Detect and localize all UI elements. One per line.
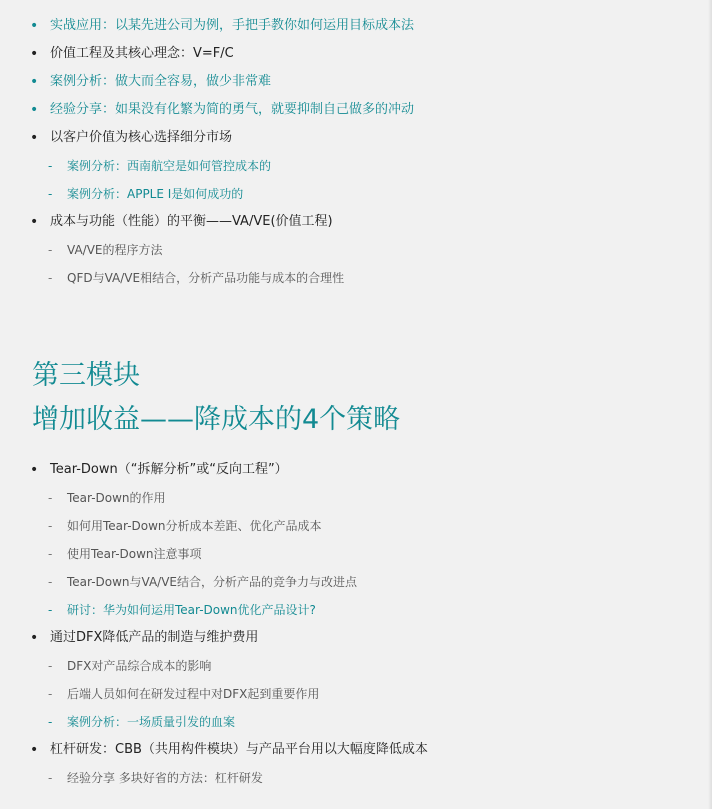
- bullet-marker: •: [30, 18, 39, 34]
- list-item: [0, 124, 712, 152]
- bullet-marker: •: [30, 742, 39, 758]
- dash-marker: -: [48, 575, 53, 589]
- dash-marker: -: [48, 771, 53, 785]
- list-item: [0, 12, 712, 40]
- list-item: [0, 68, 712, 96]
- list-item: [0, 40, 712, 68]
- sub-list-item: [0, 264, 712, 292]
- section2-list: [0, 456, 712, 792]
- bullet-marker: •: [30, 74, 39, 90]
- list-item-text: Tear-Down与VA/VE结合，分析产品的竞争力与改进点: [67, 575, 358, 589]
- bullet-marker: •: [30, 462, 39, 478]
- bullet-marker: •: [30, 130, 39, 146]
- dash-marker: -: [48, 271, 53, 285]
- list-item-text: 案例分析：做大而全容易，做少非常难: [50, 74, 272, 89]
- list-item-text: 以客户价值为核心选择细分市场: [50, 130, 233, 145]
- list-item-text: 经验分享 多块好省的方法：杠杆研发: [67, 771, 263, 785]
- list-item-text: Tear-Down（“拆解分析”或“反向工程”）: [50, 462, 288, 477]
- list-item-text: DFX对产品综合成本的影响: [67, 659, 212, 673]
- list-item-text: VA/VE的程序方法: [67, 243, 163, 257]
- module-title: 增加收益——降成本的4个策略: [32, 404, 401, 435]
- dash-marker: -: [48, 159, 53, 173]
- list-item-text: 研讨：华为如何运用Tear-Down优化产品设计?: [67, 603, 316, 617]
- list-item-text: 后端人员如何在研发过程中对DFX起到重要作用: [67, 687, 320, 701]
- sub-list-item: [0, 484, 712, 512]
- dash-marker: -: [48, 547, 53, 561]
- list-item-text: 案例分析：APPLE I是如何成功的: [67, 187, 244, 201]
- list-item-text: 案例分析：一场质量引发的血案: [67, 715, 236, 729]
- dash-marker: -: [48, 687, 53, 701]
- list-item: [0, 96, 712, 124]
- bullet-marker: •: [30, 46, 39, 62]
- list-item-text: 通过DFX降低产品的制造与维护费用: [50, 630, 259, 645]
- list-item: [0, 624, 712, 652]
- sub-list-item: [0, 652, 712, 680]
- list-item-text: 使用Tear-Down注意事项: [67, 547, 202, 561]
- list-item-text: 案例分析：西南航空是如何管控成本的: [67, 159, 272, 173]
- sub-list-item: [0, 180, 712, 208]
- dash-marker: -: [48, 491, 53, 505]
- list-item-text: Tear-Down的作用: [67, 491, 166, 505]
- list-item-text: 经验分享：如果没有化繁为简的勇气，就要抑制自己做多的冲动: [50, 102, 415, 117]
- sub-list-item: [0, 708, 712, 736]
- dash-marker: -: [48, 659, 53, 673]
- sub-list-item: [0, 512, 712, 540]
- bullet-marker: •: [30, 102, 39, 118]
- dash-marker: -: [48, 519, 53, 533]
- list-item-text: QFD与VA/VE相结合，分析产品功能与成本的合理性: [67, 271, 345, 285]
- dash-marker: -: [48, 187, 53, 201]
- sub-list-item: [0, 596, 712, 624]
- page-edge-shadow: [708, 0, 712, 809]
- module-label: 第三模块: [32, 360, 140, 391]
- sub-list-item: [0, 236, 712, 264]
- list-item: [0, 736, 712, 764]
- list-item-text: 成本与功能（性能）的平衡——VA/VE(价值工程): [50, 214, 333, 229]
- list-item-text: 价值工程及其核心理念：V=F/C: [50, 46, 234, 61]
- bullet-marker: •: [30, 214, 39, 230]
- sub-list-item: [0, 764, 712, 792]
- sub-list-item: [0, 568, 712, 596]
- bullet-marker: •: [30, 630, 39, 646]
- dash-marker: -: [48, 603, 53, 617]
- section1-list: [0, 12, 712, 292]
- list-item: [0, 208, 712, 236]
- sub-list-item: [0, 680, 712, 708]
- dash-marker: -: [48, 243, 53, 257]
- sub-list-item: [0, 152, 712, 180]
- list-item-text: 杠杆研发：CBB（共用构件模块）与产品平台用以大幅度降低成本: [50, 742, 428, 757]
- dash-marker: -: [48, 715, 53, 729]
- list-item-text: 实战应用：以某先进公司为例，手把手教你如何运用目标成本法: [50, 18, 415, 33]
- list-item-text: 如何用Tear-Down分析成本差距、优化产品成本: [67, 519, 322, 533]
- list-item: [0, 456, 712, 484]
- sub-list-item: [0, 540, 712, 568]
